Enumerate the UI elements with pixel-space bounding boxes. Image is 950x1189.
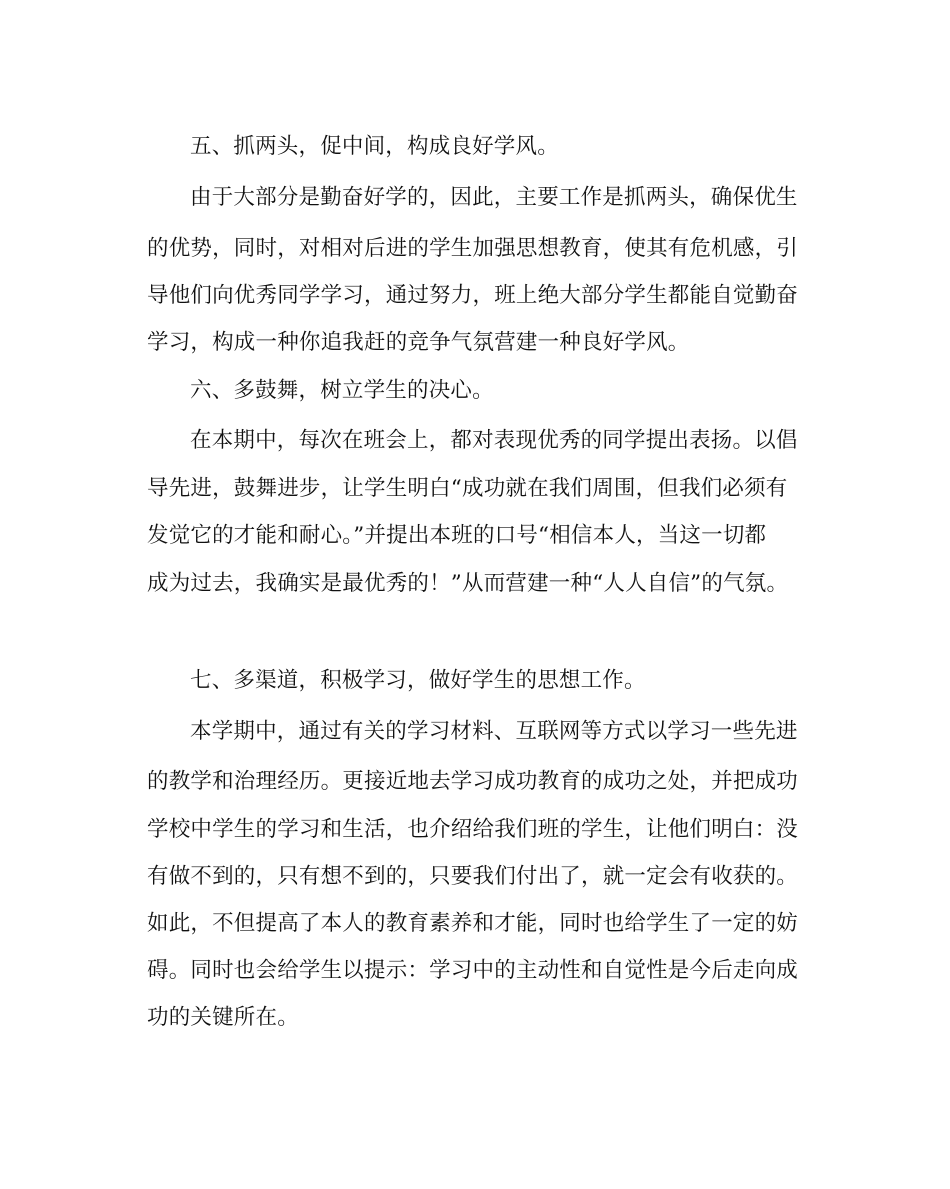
section-6-paragraph-line: 导先进，鼓舞进步，让学生明白“成功就在我们周围，但我们必须有 bbox=[147, 476, 788, 501]
section-7-paragraph-line: 有做不到的，只有想不到的，只要我们付出了，就一定会有收获的。 bbox=[147, 864, 799, 889]
section-7-paragraph-line: 如此，不但提高了本人的教育素养和才能，同时也给学生了一定的妨 bbox=[147, 911, 799, 936]
section-5-paragraph-line: 由于大部分是勤奋好学的，因此，主要工作是抓两头，确保优生 bbox=[190, 185, 798, 210]
section-6-paragraph-line: 发觉它的才能和耐心。”并提出本班的口号“相信本人，当这一切都 bbox=[147, 523, 767, 548]
section-7-paragraph-line: 学校中学生的学习和生活，也介绍给我们班的学生，让他们明白：没 bbox=[147, 817, 799, 842]
section-7-paragraph-line: 功的关键所在。 bbox=[147, 1005, 299, 1030]
section-5-paragraph-line: 的优势，同时，对相对后进的学生加强思想教育，使其有危机感，引 bbox=[147, 236, 799, 261]
section-5-paragraph-line: 学习，构成一种你追我赶的竞争气氛营建一种良好学风。 bbox=[147, 330, 690, 355]
section-5-heading: 五、抓两头，促中间，构成良好学风。 bbox=[190, 134, 559, 159]
section-6-paragraph-line: 在本期中，每次在班会上，都对表现优秀的同学提出表扬。以倡 bbox=[190, 428, 798, 453]
section-7-paragraph-line: 本学期中，通过有关的学习材料、互联网等方式以学习一些先进 bbox=[190, 719, 798, 744]
section-7-heading: 七、多渠道，积极学习，做好学生的思想工作。 bbox=[190, 668, 646, 693]
section-5-paragraph-line: 导他们向优秀同学学习，通过努力，班上绝大部分学生都能自觉勤奋 bbox=[147, 283, 799, 308]
section-6-paragraph-line: 成为过去，我确实是最优秀的！”从而营建一种“人人自信”的气氛。 bbox=[147, 571, 789, 596]
section-6-heading: 六、多鼓舞，树立学生的决心。 bbox=[190, 378, 494, 403]
section-7-paragraph-line: 碍。同时也会给学生以提示：学习中的主动性和自觉性是今后走向成 bbox=[147, 958, 799, 983]
section-7-paragraph-line: 的教学和治理经历。更接近地去学习成功教育的成功之处，并把成功 bbox=[147, 769, 799, 794]
